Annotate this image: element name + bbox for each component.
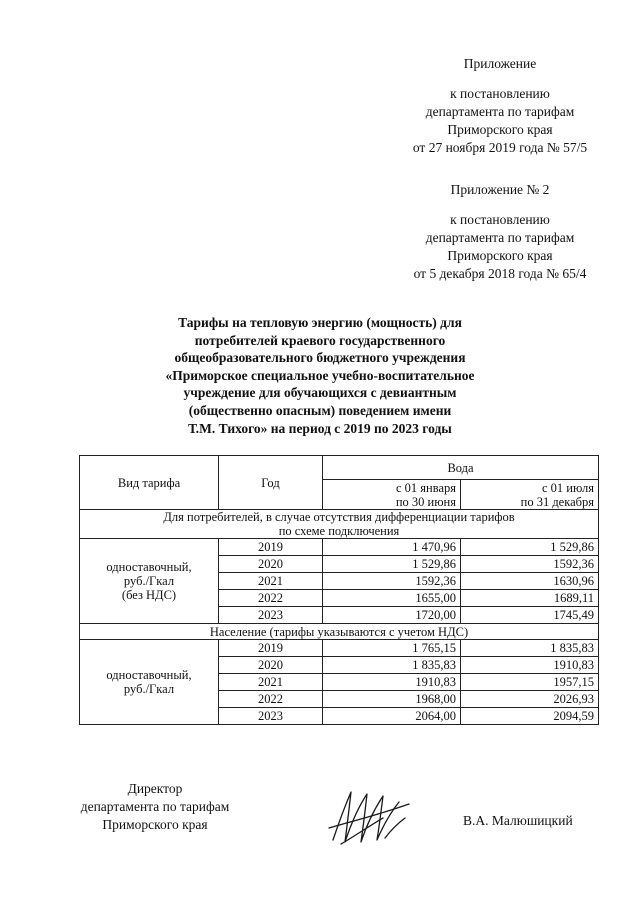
tariff-value-h1: 1968,00 [323, 691, 461, 708]
col-header-year: Год [219, 456, 323, 510]
table-header-row [80, 456, 599, 480]
tariff-type-cell: одноставочный, руб./Гкал [80, 640, 219, 725]
tariff-value-h1: 1 765,15 [323, 640, 461, 657]
tariff-value-h2: 1 529,86 [461, 539, 599, 556]
tariff-value-h1: 1910,83 [323, 674, 461, 691]
appendix-2-label: Приложение № 2 [450, 182, 550, 197]
section-title: Население (тарифы указываются с учетом НДС) [80, 624, 599, 640]
document-title [140, 314, 500, 437]
section-title: Для потребителей, в случае отсутствия дифференциации тарифов по схеме подключения [80, 510, 599, 539]
appendix-2-line: от 5 декабря 2018 года № 65/4 [413, 266, 587, 281]
year-cell: 2019 [219, 640, 323, 657]
appendix-line: Приморского края [447, 122, 553, 137]
year-cell: 2020 [219, 657, 323, 674]
year-cell: 2020 [219, 556, 323, 573]
col-header-water: Вода [323, 456, 599, 480]
handwritten-signature [325, 782, 415, 852]
tariff-value-h1: 1655,00 [323, 590, 461, 607]
appendix-label: Приложение [463, 56, 537, 71]
appendix-2-line: департамента по тарифам [425, 230, 575, 245]
tariff-value-h2: 1592,36 [461, 556, 599, 573]
title-line: «Приморское специальное учебно-воспитательное [165, 367, 475, 383]
year-cell: 2022 [219, 691, 323, 708]
tariff-value-h1: 1 529,86 [323, 556, 461, 573]
col-header-period-1: с 01 января по 30 июня [323, 480, 461, 510]
title-line: потребителей краевого государственного [194, 332, 446, 348]
tariff-value-h1: 2064,00 [323, 708, 461, 725]
title-line: Тарифы на тепловую энергию (мощность) для [178, 315, 462, 330]
tariff-value-h2: 1 835,83 [461, 640, 599, 657]
tariff-table [79, 455, 599, 725]
year-cell: 2023 [219, 708, 323, 725]
tariff-value-h2: 2026,93 [461, 691, 599, 708]
appendix-2-header [380, 181, 620, 283]
signatory-position [60, 780, 250, 834]
appendix-header [380, 55, 620, 157]
signatory-line: департамента по тарифам [80, 799, 230, 814]
table-row [80, 640, 599, 657]
signatory-name: В.А. Малюшицкий [463, 813, 573, 828]
appendix-2-line: к постановлению [450, 212, 550, 227]
tariff-value-h2: 2094,59 [461, 708, 599, 725]
tariff-value-h1: 1 470,96 [323, 539, 461, 556]
signatory-line: Приморского края [102, 817, 208, 832]
appendix-line: от 27 ноября 2019 года № 57/5 [412, 140, 588, 155]
tariff-value-h1: 1592,36 [323, 573, 461, 590]
section-header-row [80, 624, 599, 640]
tariff-value-h2: 1689,11 [461, 590, 599, 607]
title-line: учреждение для обучающихся с девиантным [183, 385, 457, 401]
tariff-value-h2: 1910,83 [461, 657, 599, 674]
tariff-type-cell: одноставочный, руб./Гкал (без НДС) [80, 539, 219, 624]
title-line: (общественно опасным) поведением имени [188, 402, 452, 418]
tariff-value-h1: 1720,00 [323, 607, 461, 624]
tariff-value-h1: 1 835,83 [323, 657, 461, 674]
title-line: общеобразовательного бюджетного учреждения [174, 350, 466, 366]
table-row [80, 539, 599, 556]
year-cell: 2019 [219, 539, 323, 556]
tariff-value-h2: 1957,15 [461, 674, 599, 691]
year-cell: 2023 [219, 607, 323, 624]
tariff-value-h2: 1745,49 [461, 607, 599, 624]
appendix-line: департамента по тарифам [425, 104, 575, 119]
year-cell: 2022 [219, 590, 323, 607]
col-header-period-2: с 01 июля по 31 декабря [461, 480, 599, 510]
tariff-value-h2: 1630,96 [461, 573, 599, 590]
section-header-row [80, 510, 599, 539]
title-line: Т.М. Тихого» на период с 2019 по 2023 годы [188, 420, 452, 436]
appendix-line: к постановлению [450, 86, 550, 101]
appendix-2-line: Приморского края [447, 248, 553, 263]
year-cell: 2021 [219, 573, 323, 590]
col-header-tariff-type: Вид тарифа [80, 456, 219, 510]
year-cell: 2021 [219, 674, 323, 691]
signatory-line: Директор [127, 781, 183, 796]
